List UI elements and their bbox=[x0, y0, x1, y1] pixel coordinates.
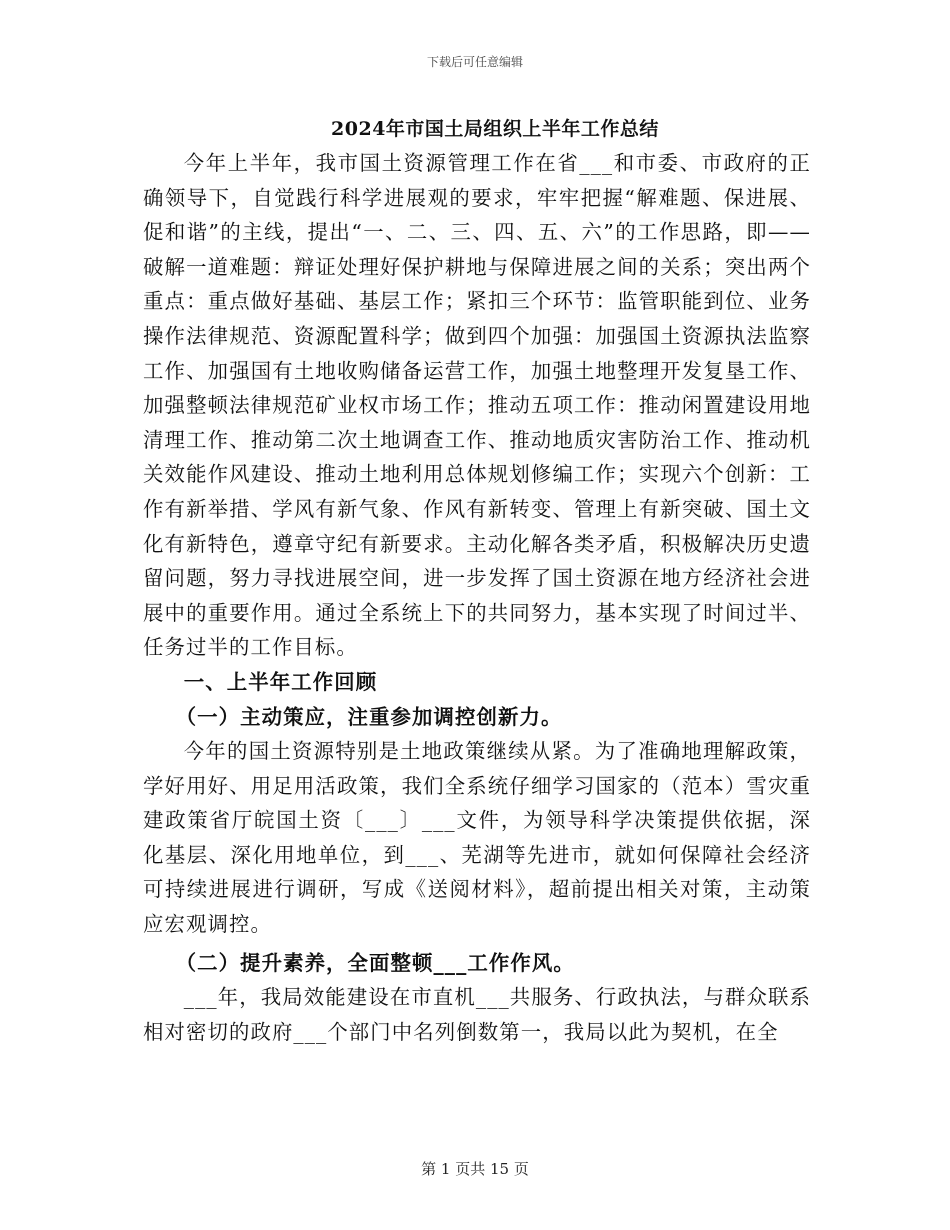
page-number: 第 1 页共 15 页 bbox=[421, 1160, 529, 1178]
paragraph-intro: 今年上半年，我市国土资源管理工作在省___和市委、市政府的正确领导下，自觉践行科学进展观的要求，牢牢把握“解难题、保进展、促和谐”的主线，提出“一、二、三、四、五、六”的工作思路，即——破解一道难题：辩证处理好保护耕地与保障进展之间的关系；突出两个重点：重点做好基础、基层工作；紧扣三个环节：监管职能到位、业务操作法律规范、资源配置科学；做到四个加强：加强国土资源执法监察工作、加强国有土地收购储备运营工作，加强土地整理开发复垦工作、加强整顿法律规范矿业权市场工作；推动五项工作：推动闲置建设用地清理工作、推动第二次土地调查工作、推动地质灾害防治工作、推动机关效能作风建设、推动土地利用总体规划修编工作；实现六个创新：工作有新举措、学风有新气象、作风有新转变、管理上有新突破、国土文化有新特色，遵章守纪有新要求。主动化解各类矛盾，积极解决历史遗留问题，努力寻找进展空间，进一步发挥了国土资源在地方经济社会进展中的重要作用。通过全系统上下的共同努力，基本实现了时间过半、任务过半的工作目标。 bbox=[143, 151, 811, 660]
section-heading: 一、上半年工作回顾 bbox=[183, 669, 378, 694]
paragraph-policy: 今年的国土资源特别是土地政策继续从紧。为了准确地理解政策，学好用好、用足用活政策，我们全系统仔细学习国家的（范本）雪灾重建政策省厅皖国土资〔___〕___文件，为领导科学决策提供依据，深化基层、深化用地单位，到___、芜湖等先进市，就如何保障社会经济可持续进展进行调研，写成《送阅材料》，超前提出相关对策，主动策应宏观调控。 bbox=[143, 739, 811, 937]
subsection-heading-2: （二）提升素养，全面整顿___工作作风。 bbox=[175, 950, 575, 975]
document-title: 2024年市国土局组织上半年工作总结 bbox=[331, 118, 659, 140]
paragraph-efficiency: ___年，我局效能建设在市直机___共服务、行政执法，与群众联系相对密切的政府___个部门中名列倒数第一，我局以此为契机，在全 bbox=[143, 985, 811, 1044]
document-body bbox=[143, 146, 811, 1049]
subsection-heading-1: （一）主动策应，注重参加调控创新力。 bbox=[175, 704, 563, 729]
header-note: 下载后可任意编辑 bbox=[426, 55, 523, 69]
